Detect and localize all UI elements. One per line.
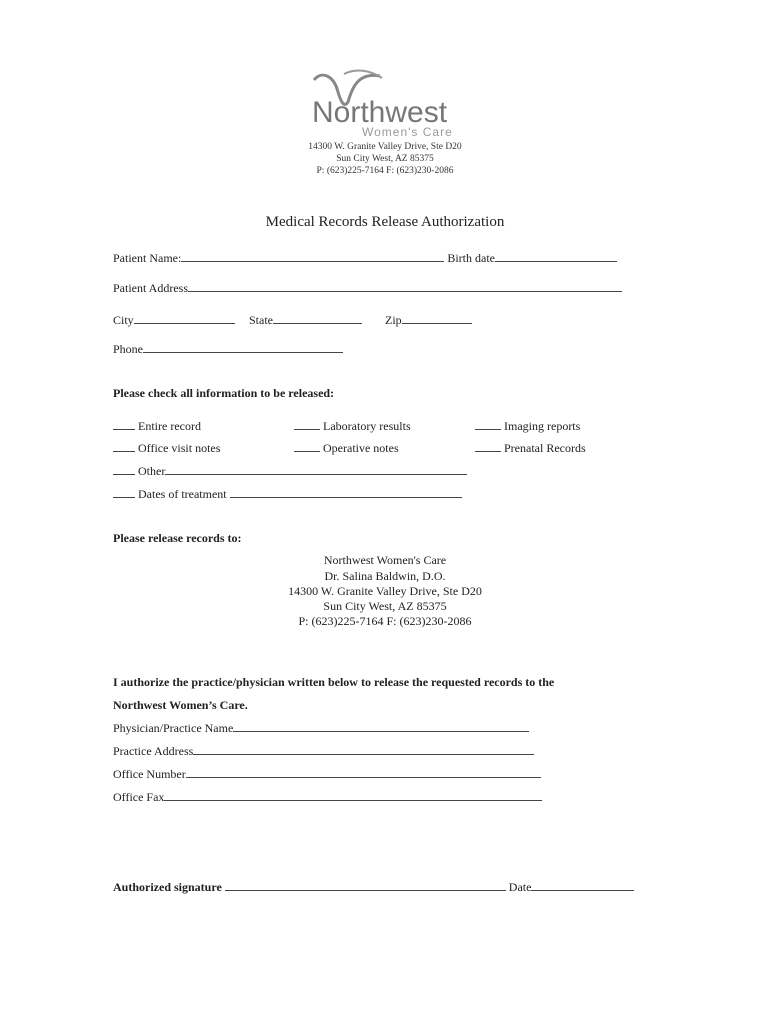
zip-line[interactable] — [402, 312, 472, 324]
check-imaging-reports-box[interactable] — [475, 418, 501, 430]
signature-date-line[interactable] — [531, 879, 634, 891]
city-line[interactable] — [134, 312, 235, 324]
practice-name-row — [113, 720, 529, 736]
phone-row — [113, 341, 343, 357]
check-lab-results-box[interactable] — [294, 418, 320, 430]
check-heading: Please check all information to be released: — [113, 386, 335, 400]
patient-name-row — [113, 250, 617, 266]
zip-label: Zip — [385, 313, 402, 327]
form-title: Medical Records Release Authorization — [265, 214, 505, 230]
check-operative-notes-label: Operative notes — [323, 441, 399, 455]
check-prenatal-records-box[interactable] — [475, 440, 501, 452]
northwest-womens-care-logo — [300, 66, 470, 138]
practice-address-label: Practice Address — [113, 744, 194, 758]
check-entire-record — [113, 418, 201, 434]
birth-date-label: Birth date — [447, 251, 495, 265]
check-office-visit-box[interactable] — [113, 440, 135, 452]
check-dates-of-treatment — [113, 486, 462, 502]
practice-name-line[interactable] — [233, 720, 529, 732]
check-operative-notes — [294, 440, 399, 456]
release-to-line-4: Sun City West, AZ 85375 — [323, 599, 447, 613]
header-address-line-1: 14300 W. Granite Valley Drive, Ste D20 — [308, 142, 462, 152]
check-operative-notes-box[interactable] — [294, 440, 320, 452]
check-dates-box[interactable] — [113, 486, 135, 498]
city-row — [113, 312, 235, 328]
check-office-visit-label: Office visit notes — [138, 441, 221, 455]
practice-address-line[interactable] — [193, 743, 534, 755]
phone-label: Phone — [113, 342, 143, 356]
patient-address-row — [113, 280, 622, 296]
city-label: City — [113, 313, 134, 327]
check-other-label: Other — [138, 464, 166, 478]
state-line[interactable] — [273, 312, 362, 324]
release-heading: Please release records to: — [113, 531, 242, 545]
office-fax-label: Office Fax — [113, 790, 165, 804]
logo-subtitle: Women's Care — [362, 125, 453, 138]
check-prenatal-records — [475, 440, 586, 456]
check-lab-results — [294, 418, 411, 434]
office-fax-line[interactable] — [164, 789, 542, 801]
signature-line[interactable] — [225, 879, 506, 891]
check-dates-label: Dates of treatment — [138, 487, 227, 501]
header-address-line-2: Sun City West, AZ 85375 — [336, 154, 434, 164]
signature-date-label: Date — [508, 880, 532, 894]
office-number-row — [113, 766, 541, 782]
patient-name-label: Patient Name: — [113, 251, 182, 265]
authorize-text-line-1: I authorize the practice/physician written below to release the requested records to the — [113, 675, 555, 689]
release-to-line-2: Dr. Salina Baldwin, D.O. — [324, 569, 446, 583]
signature-row — [113, 879, 634, 895]
phone-line[interactable] — [143, 341, 343, 353]
office-number-line[interactable] — [186, 766, 541, 778]
check-other — [113, 463, 467, 479]
office-fax-row — [113, 789, 542, 805]
header-address-line-3: P: (623)225-7164 F: (623)230-2086 — [316, 166, 454, 176]
check-imaging-reports-label: Imaging reports — [504, 419, 581, 433]
signature-label: Authorized signature — [113, 880, 222, 894]
logo-name: Northwest — [312, 96, 448, 129]
release-to-line-5: P: (623)225-7164 F: (623)230-2086 — [298, 614, 472, 628]
patient-name-line[interactable] — [181, 250, 444, 262]
other-line[interactable] — [165, 463, 467, 475]
practice-address-row — [113, 743, 534, 759]
dates-line[interactable] — [230, 486, 462, 498]
check-office-visit — [113, 440, 220, 456]
birth-date-line[interactable] — [495, 250, 617, 262]
state-label: State — [249, 313, 273, 327]
office-number-label: Office Number — [113, 767, 186, 781]
check-prenatal-records-label: Prenatal Records — [504, 441, 586, 455]
patient-address-label: Patient Address — [113, 281, 188, 295]
check-entire-record-box[interactable] — [113, 418, 135, 430]
authorize-text-line-2: Northwest Women’s Care. — [113, 698, 248, 712]
release-to-line-3: 14300 W. Granite Valley Drive, Ste D20 — [288, 584, 482, 598]
practice-name-label: Physician/Practice Name — [113, 721, 234, 735]
check-imaging-reports — [475, 418, 580, 434]
release-to-line-1: Northwest Women's Care — [323, 553, 447, 567]
check-lab-results-label: Laboratory results — [323, 419, 411, 433]
check-other-box[interactable] — [113, 463, 135, 475]
patient-address-line[interactable] — [188, 280, 622, 292]
check-entire-record-label: Entire record — [138, 419, 201, 433]
zip-row — [385, 312, 472, 328]
state-row — [249, 312, 362, 328]
